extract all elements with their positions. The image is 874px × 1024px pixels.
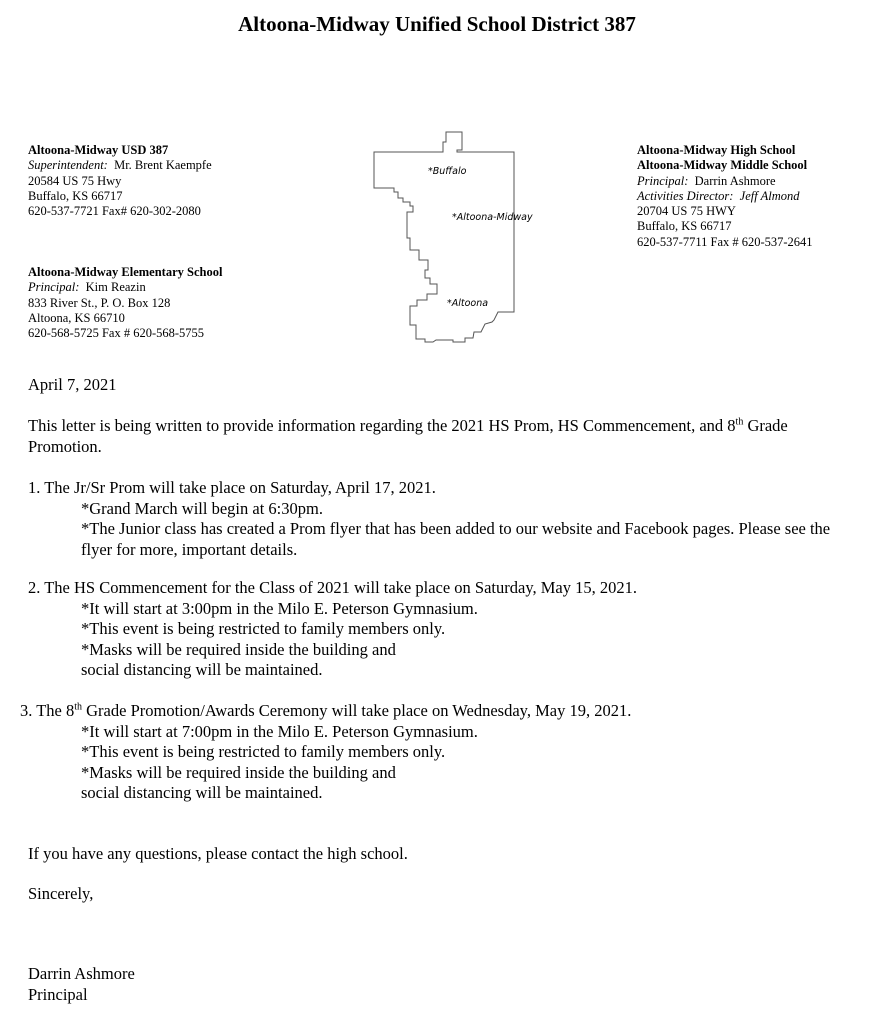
district-address: 20584 US 75 Hwy <box>28 173 122 188</box>
item-3 <box>20 701 848 804</box>
district-boundary <box>374 132 514 342</box>
hs-phone: 620-537-7711 Fax # 620-537-2641 <box>637 234 813 249</box>
activities-director-label: Activities Director: <box>637 188 734 203</box>
hs-principal-label: Principal: <box>637 173 689 188</box>
high-school-block <box>637 143 813 250</box>
elementary-city: Altoona, KS 66710 <box>28 310 125 325</box>
elementary-principal-name: Kim Reazin <box>85 280 146 295</box>
signer-name: Darrin Ashmore <box>28 964 135 983</box>
item-2-heading: 2. The HS Commencement for the Class of 2021 will take place on Saturday, May 15, 2021. <box>28 578 638 597</box>
item-3-heading-1: 3. The 8 <box>20 701 75 720</box>
item-1-line-1: *Grand March will begin at 6:30pm. <box>81 498 323 518</box>
district-office-block <box>28 143 212 219</box>
activities-director-name: Jeff Almond <box>739 188 800 203</box>
item-3-heading-2: Grade Promotion/Awards Ceremony will take place on Wednesday, May 19, 2021. <box>82 701 632 720</box>
item-3-line-1: *It will start at 7:00pm in the Milo E. Peterson Gymnasium. <box>81 721 478 741</box>
intro-text-2: Grade Promotion. <box>28 416 788 456</box>
item-3-line-3: *Masks will be required inside the building and <box>81 762 396 782</box>
intro-superscript: th <box>735 416 744 428</box>
item-3-line-4: social distancing will be maintained. <box>81 783 323 803</box>
page-title: Altoona-Midway Unified School District 387 <box>238 12 636 36</box>
map-label-buffalo: *Buffalo <box>428 166 467 177</box>
item-3-line-2: *This event is being restricted to family members only. <box>81 742 446 762</box>
item-2 <box>28 578 848 681</box>
hs-city: Buffalo, KS 66717 <box>637 219 732 234</box>
intro-paragraph <box>28 416 848 457</box>
item-3-heading <box>20 701 848 722</box>
map-label-altoona: *Altoona <box>447 298 489 309</box>
district-office-name: Altoona-Midway USD 387 <box>28 143 169 157</box>
item-2-line-2: *This event is being restricted to family members only. <box>81 619 446 639</box>
sign-off: Sincerely, <box>28 884 94 903</box>
superintendent-label: Superintendent: <box>28 158 108 173</box>
middle-school-name: Altoona-Midway Middle School <box>637 158 808 173</box>
district-map <box>370 128 540 344</box>
letter-date: April 7, 2021 <box>28 375 117 394</box>
item-2-line-1: *It will start at 3:00pm in the Milo E. Peterson Gymnasium. <box>81 598 478 618</box>
item-1-heading: 1. The Jr/Sr Prom will take place on Saturday, April 17, 2021. <box>28 478 436 497</box>
superintendent-name: Mr. Brent Kaempfe <box>114 158 212 173</box>
hs-address: 20704 US 75 HWY <box>637 204 736 219</box>
hs-principal-name: Darrin Ashmore <box>694 173 776 188</box>
item-2-line-3: *Masks will be required inside the building and <box>81 639 396 659</box>
item-1-line-2: *The Junior class has created a Prom flyer that has been added to our website and Facebook pages. Please see the flyer for more, important details. <box>81 519 831 559</box>
elementary-name: Altoona-Midway Elementary School <box>28 265 223 279</box>
item-2-line-4: social distancing will be maintained. <box>81 660 323 680</box>
signer-title: Principal <box>28 985 88 1004</box>
closing-question: If you have any questions, please contact the high school. <box>28 844 408 863</box>
intro-text-1: This letter is being written to provide information regarding the 2021 HS Prom, HS Commencement, and 8 <box>28 416 736 435</box>
elementary-block <box>28 265 222 341</box>
map-label-altoona-midway: *Altoona-Midway <box>452 212 533 223</box>
elementary-address: 833 River St., P. O. Box 128 <box>28 295 171 310</box>
elementary-phone: 620-568-5725 Fax # 620-568-5755 <box>28 326 205 341</box>
item-1 <box>28 478 848 560</box>
district-city: Buffalo, KS 66717 <box>28 188 123 203</box>
district-phone: 620-537-7721 Fax# 620-302-2080 <box>28 204 201 219</box>
item-3-superscript: th <box>74 701 83 713</box>
high-school-name: Altoona-Midway High School <box>637 143 796 157</box>
elementary-principal-label: Principal: <box>28 280 80 295</box>
